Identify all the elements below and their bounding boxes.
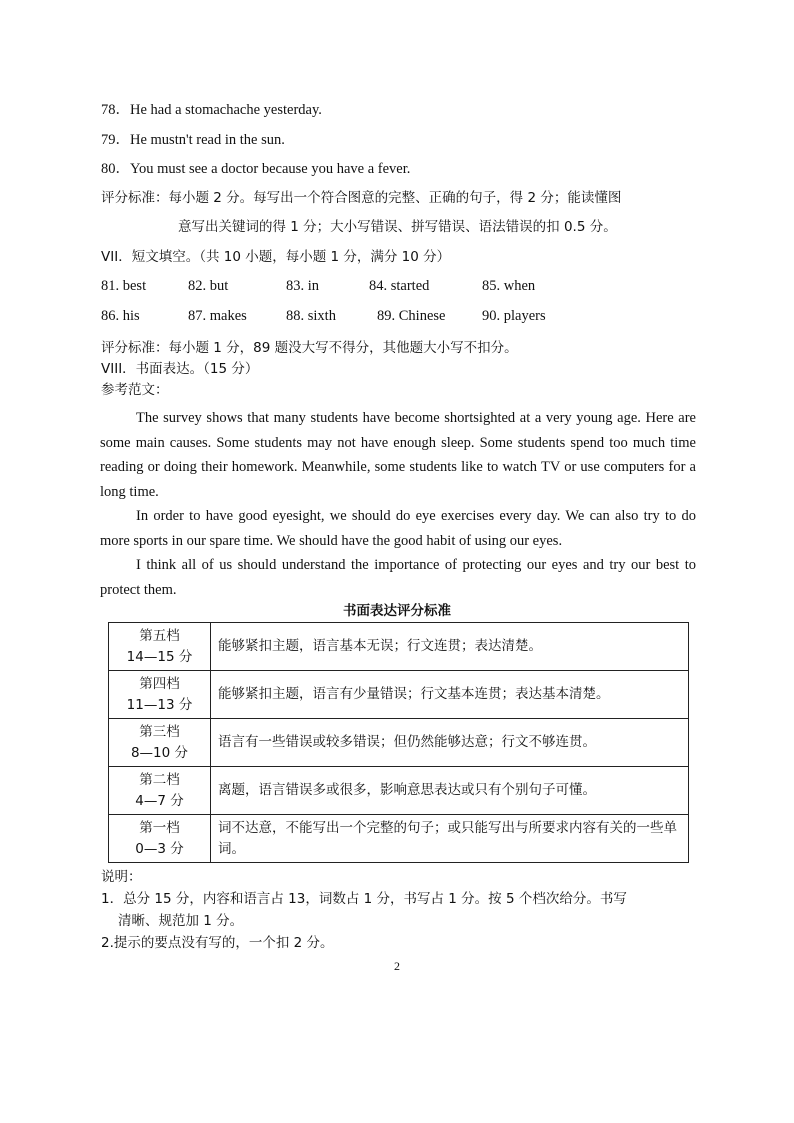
answer-78: 78．He had a stomachache yesterday. (101, 102, 322, 118)
rubric-level-cell (109, 815, 211, 863)
rubric-level: 第四档 (139, 675, 180, 692)
answer-89: 89. Chinese (377, 308, 446, 324)
scoring-note-line1: 评分标准：每小题 2 分。每写出一个符合图意的完整、正确的句子，得 2 分；能读懂图 (101, 190, 622, 206)
rubric-level-cell (109, 623, 211, 671)
essay-paragraph-1: The survey shows that many students have become shortsighted at a very young age. Here are some main causes. Some students may not have enough sleep. Some students spend too much time reading or doing their homework. Meanwhile, some students like to watch TV or use computers for a long time. (100, 410, 696, 500)
rubric-range: 4—7 分 (135, 792, 184, 809)
rubric-range: 14—15 分 (126, 648, 193, 665)
rubric-row (109, 623, 689, 671)
section8-heading: VIII．书面表达。（15 分） (101, 361, 259, 377)
rubric-desc: 离题，语言错误多或很多，影响意思表达或只有个别句子可懂。 (211, 767, 689, 815)
answer-81: 81. best (101, 278, 147, 294)
note-2: 2.提示的要点没有写的，一个扣 2 分。 (101, 935, 334, 951)
rubric-level: 第五档 (139, 627, 180, 644)
rubric-level: 第三档 (139, 723, 180, 740)
rubric-level: 第一档 (139, 819, 180, 836)
note-1-line1: 1．总分 15 分，内容和语言占 13，词数占 1 分，书写占 1 分。按 5 个档次给分。书写 (101, 891, 627, 907)
essay-paragraph-3: I think all of us should understand the importance of protecting our eyes and try our best to protect them. (100, 557, 696, 598)
essay-paragraph-2: In order to have good eyesight, we should do eye exercises every day. We can also try to do more sports in our spare time. We should have the good habit of using our eyes. (100, 508, 696, 549)
answer-83: 83. in (286, 278, 320, 294)
rubric-table (108, 622, 689, 863)
answer-87: 87. makes (188, 308, 247, 324)
answer-88: 88. sixth (286, 308, 336, 324)
rubric-row (109, 719, 689, 767)
rubric-range: 0—3 分 (135, 840, 184, 857)
answer-79: 79．He mustn't read in the sun. (101, 132, 285, 148)
notes-label: 说明： (101, 869, 142, 885)
answer-85: 85. when (482, 278, 536, 294)
page-number: 2 (394, 959, 400, 973)
rubric-range: 11—13 分 (126, 696, 193, 713)
answer-86: 86. his (101, 308, 140, 324)
rubric-level-cell (109, 671, 211, 719)
rubric-title: 书面表达评分标准 (343, 603, 451, 619)
rubric-desc: 词不达意，不能写出一个完整的句子；或只能写出与所要求内容有关的一些单词。 (211, 815, 689, 863)
answer-80: 80．You must see a doctor because you have a fever. (101, 161, 411, 177)
rubric-desc: 语言有一些错误或较多错误；但仍然能够达意；行文不够连贯。 (211, 719, 689, 767)
rubric-range: 8—10 分 (130, 744, 189, 761)
rubric-desc: 能够紧扣主题，语言有少量错误；行文基本连贯；表达基本清楚。 (211, 671, 689, 719)
answer-90: 90. players (482, 308, 546, 324)
rubric-level-cell (109, 719, 211, 767)
rubric-level-cell (109, 767, 211, 815)
section7-note: 评分标准：每小题 1 分，89 题没大写不得分，其他题大小写不扣分。 (101, 340, 518, 356)
scoring-note-line2: 意写出关键词的得 1 分；大小写错误、拼写错误、语法错误的扣 0.5 分。 (178, 219, 617, 235)
answer-84: 84. started (369, 278, 430, 294)
answer-82: 82. but (188, 278, 229, 294)
note-1-line2: 清晰、规范加 1 分。 (118, 913, 244, 929)
rubric-row (109, 671, 689, 719)
rubric-level: 第二档 (139, 771, 180, 788)
rubric-row (109, 767, 689, 815)
rubric-desc: 能够紧扣主题，语言基本无误；行文连贯；表达清楚。 (211, 623, 689, 671)
section7-heading: VII．短文填空。（共 10 小题，每小题 1 分，满分 10 分） (101, 249, 451, 265)
sample-label: 参考范文： (101, 382, 169, 398)
rubric-row (109, 815, 689, 863)
